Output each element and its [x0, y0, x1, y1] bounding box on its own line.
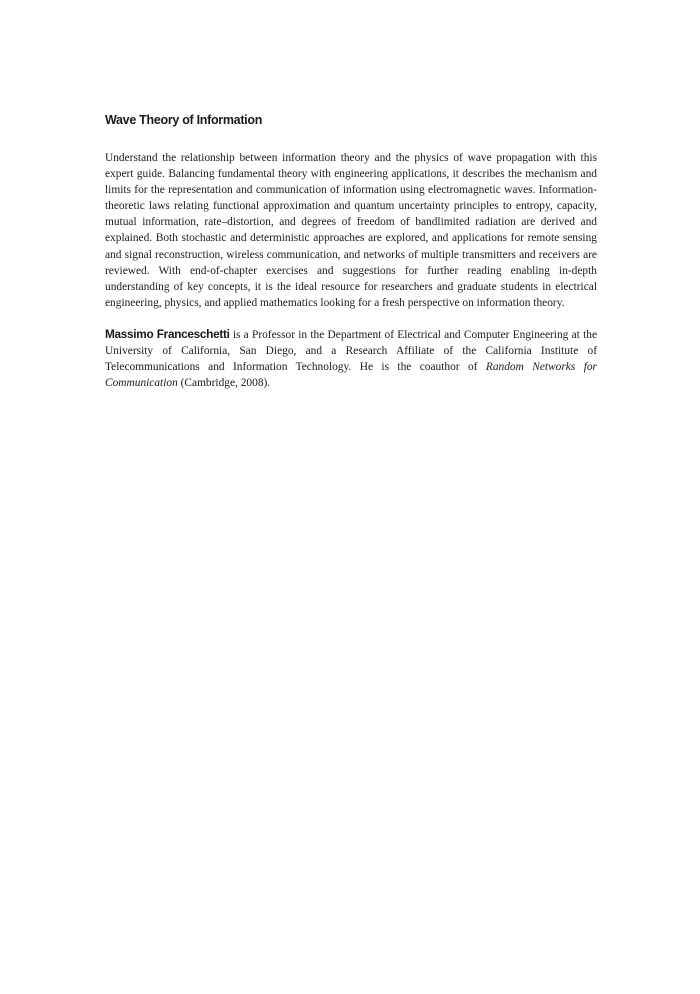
page-content: [105, 112, 597, 391]
coauthored-book-details: (Cambridge, 2008).: [177, 377, 271, 390]
author-name: Massimo Franceschetti: [105, 326, 230, 341]
coauthored-book-title: Random Networks for Communication: [105, 361, 597, 390]
book-description: Understand the relationship between information theory and the physics of wave propagation with this expert guide. Balancing fundamental theory with engineering applications, it describes the mechanism and limits for the representation and communication of information using electromagnetic waves. Information-theoretic laws relating functional approximation and quantum uncertainty principles to entropy, capacity, mutual information, rate–distortion, and degrees of freedom of bandlimited radiation are derived and explained. Both stochastic and deterministic approaches are explored, and applications for remote sensing and signal reconstruction, wireless communication, and networks of multiple transmitters and receivers are reviewed. With end-of-chapter exercises and suggestions for further reading enabling in-depth understanding of key concepts, it is the ideal resource for researchers and graduate students in electrical engineering, physics, and applied mathematics looking for a fresh perspective on information theory.: [105, 152, 597, 309]
book-title: Wave Theory of Information: [105, 113, 263, 127]
author-bio-text: is a Professor in the Department of Electrical and Computer Engineering at the University of California, San Diego, and a Research Affiliate of the California Institute of Telecommunications and Information Technology. He is the coauthor of: [105, 328, 598, 374]
author-bio: [105, 326, 597, 391]
